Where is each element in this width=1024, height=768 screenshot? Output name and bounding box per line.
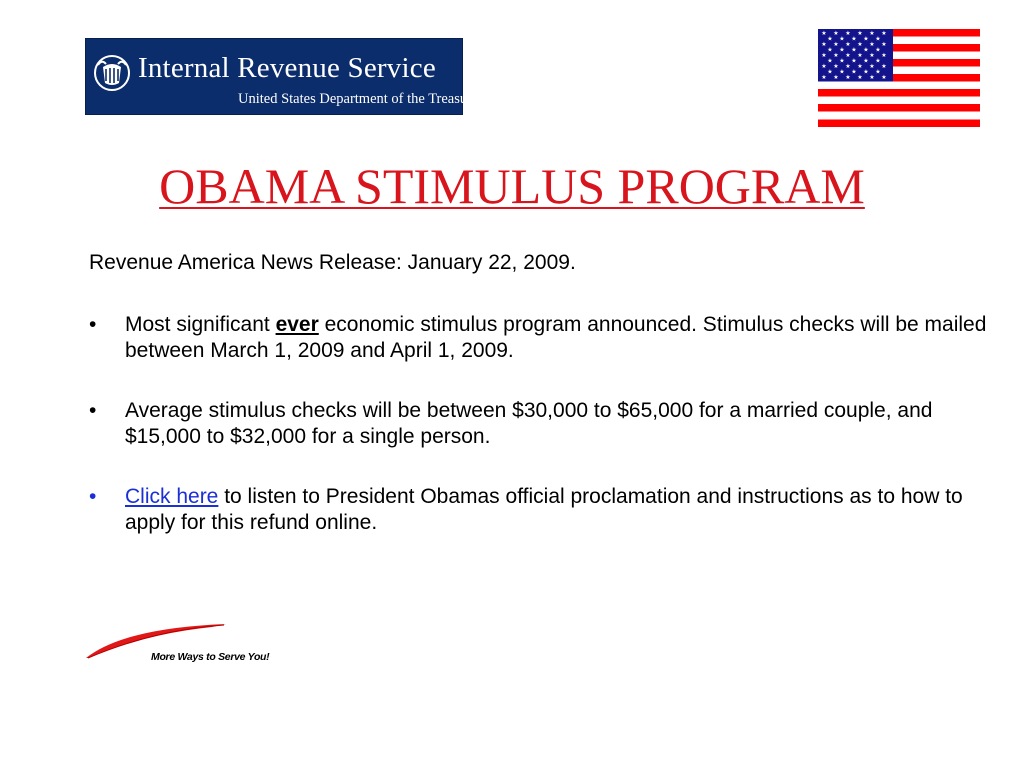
flag-star-icon: ★ (821, 52, 827, 59)
flag-star-icon: ★ (827, 57, 833, 65)
flag-star-icon: ★ (839, 57, 845, 65)
flag-star-icon: ★ (881, 63, 887, 70)
us-flag-icon (818, 29, 980, 127)
irs-logo (85, 38, 480, 115)
flag-star-icon: ★ (845, 63, 851, 70)
flag-star-icon: ★ (881, 30, 887, 37)
flag-star-icon: ★ (875, 68, 881, 76)
flag-star-icon: ★ (869, 52, 875, 59)
flag-star-icon: ★ (845, 41, 851, 48)
flag-star-icon: ★ (875, 35, 881, 43)
flag-star-icon: ★ (821, 74, 827, 81)
flag-star-icon: ★ (857, 74, 863, 81)
title-text: OBAMA STIMULUS PROGRAM (159, 158, 865, 214)
click-here-link[interactable]: Click here (125, 485, 219, 508)
flag-star-icon: ★ (851, 35, 857, 43)
bullet-1-after: economic stimulus program announced. Stimulus checks will be mailed between March 1, 2009 and April 1, 2009. (125, 313, 987, 362)
flag-star-icon: ★ (851, 68, 857, 76)
flag-star-icon: ★ (827, 35, 833, 43)
bullet-symbol: • (89, 399, 97, 422)
footer-tagline: More Ways to Serve You! (151, 651, 270, 663)
flag-star-icon: ★ (851, 46, 857, 54)
irs-department: United States Department of the Treasury (238, 91, 480, 107)
flag-star-icon: ★ (881, 52, 887, 59)
flag-star-icon: ★ (881, 41, 887, 48)
flag-star-icon: ★ (857, 52, 863, 59)
flag-star-icon: ★ (845, 74, 851, 81)
bullet-1-before: Most significant (125, 313, 276, 336)
bullet-symbol: • (89, 313, 97, 336)
flag-star-icon: ★ (869, 30, 875, 37)
flag-star-icon: ★ (839, 68, 845, 76)
bullet-2-text: Average stimulus checks will be between $30,000 to $65,000 for a married couple, and $15,000 to $32,000 for a single person. (125, 399, 933, 448)
flag-star-icon: ★ (827, 68, 833, 76)
flag-star-icon: ★ (827, 46, 833, 54)
flag-star-icon: ★ (857, 30, 863, 37)
flag-star-icon: ★ (845, 52, 851, 59)
flag-star-icon: ★ (857, 41, 863, 48)
bullet-1-emphasis: ever (275, 313, 319, 336)
flag-star-icon: ★ (833, 30, 839, 37)
flag-star-icon: ★ (881, 74, 887, 81)
bullet-3-after: to listen to President Obamas official proclamation and instructions as to how to apply for this refund online. (125, 485, 963, 534)
bullet-item-3 (89, 484, 989, 536)
eagle-emblem-icon (92, 53, 132, 93)
flag-star-icon: ★ (869, 41, 875, 48)
bullet-list (89, 312, 989, 570)
flag-star-icon: ★ (863, 46, 869, 54)
flag-star-icon: ★ (833, 52, 839, 59)
bullet-symbol: • (89, 485, 97, 508)
flag-star-icon: ★ (857, 63, 863, 70)
flag-star-icon: ★ (863, 35, 869, 43)
flag-star-icon: ★ (821, 30, 827, 37)
bullet-item-1 (89, 312, 989, 364)
news-release-line: Revenue America News Release: January 22, 2009. (89, 251, 576, 274)
flag-star-icon: ★ (833, 63, 839, 70)
flag-star-icon: ★ (863, 68, 869, 76)
flag-star-icon: ★ (875, 57, 881, 65)
flag-star-icon: ★ (869, 74, 875, 81)
flag-star-icon: ★ (875, 46, 881, 54)
page-title (0, 152, 1024, 220)
flag-star-icon: ★ (845, 30, 851, 37)
flag-star-icon: ★ (869, 63, 875, 70)
flag-star-icon: ★ (839, 46, 845, 54)
flag-star-icon: ★ (863, 57, 869, 65)
flag-star-icon: ★ (833, 74, 839, 81)
flag-star-icon: ★ (851, 57, 857, 65)
irs-name: Internal Revenue Service (138, 52, 436, 84)
bullet-item-2 (89, 398, 989, 450)
flag-star-icon: ★ (839, 35, 845, 43)
flag-star-icon: ★ (821, 41, 827, 48)
flag-star-icon: ★ (833, 41, 839, 48)
flag-star-icon: ★ (821, 63, 827, 70)
